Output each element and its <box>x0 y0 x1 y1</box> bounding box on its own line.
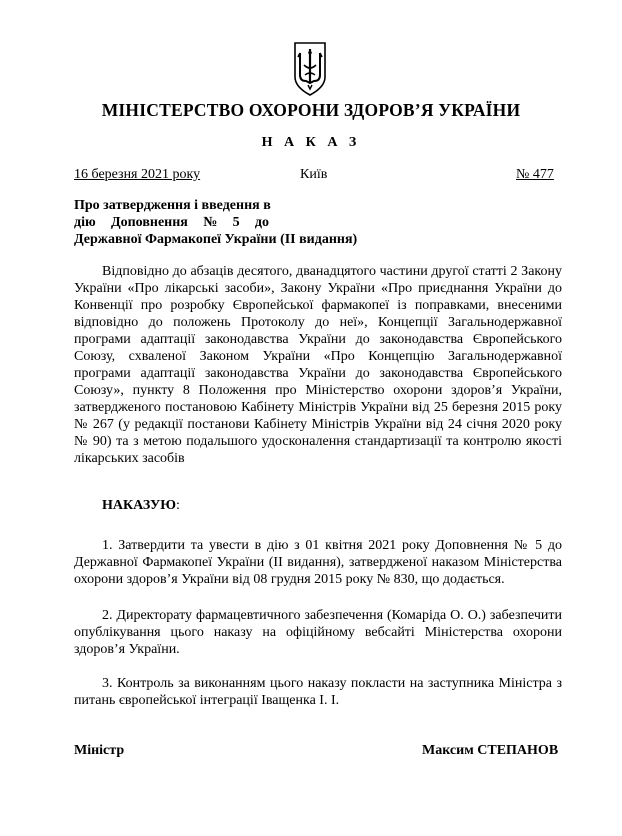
subject-line-1: Про затвердження і введення в <box>74 198 271 213</box>
signatory-name: Максим СТЕПАНОВ <box>422 743 559 758</box>
signatory-title: Міністр <box>74 743 125 758</box>
ministry-title: МІНІСТЕРСТВО ОХОРОНИ ЗДОРОВ’Я УКРАЇНИ <box>101 100 521 120</box>
order-item: 3. Контроль за виконанням цього наказу покласти на заступника Міністра з питань європейської інтеграції Іващенка І. І. <box>74 676 562 708</box>
preamble-paragraph: Відповідно до абзаців десятого, дванадцятого частини другої статті 2 Закону України «Про лікарські засоби», Закону України «Про приєднання України до Конвенції про розробку Європейської фармакопеї із поправками, внесеними відповідно до положень Протоколу до неї», Концепції Загальнодержавної програми адаптації законодавства України до законодавства Європейського Союзу, схваленої Законом України «Про Концепцію Загальнодержавної програми адаптації законодавства України до законодавства Європейського Союзу», пункту 8 Положення про Міністерство охорони здоров’я України, затвердженого постановою Кабінету Міністрів України від 25 березня 2015 року № 267 (у редакції постанови Кабінету Міністрів України від 24 січня 2020 року № 90) та з метою подальшого удосконалення стандартизації та контролю якості лікарських засобів <box>74 264 562 466</box>
subject-word: Доповнення <box>110 215 188 230</box>
document-type: Н А К А З <box>261 135 361 150</box>
order-item: 2. Директорату фармацевтичного забезпечення (Комаріда О. О.) забезпечити опублікування цього наказу на офіційному вебсайті Міністерства охорони здоров’я України. <box>74 608 562 657</box>
orders-heading-colon: : <box>176 498 180 513</box>
subject-word: до <box>254 215 269 230</box>
orders-heading <box>102 498 180 514</box>
subject-word: дію <box>74 215 96 230</box>
subject-word: № <box>203 215 218 230</box>
order-item: 1. Затвердити та увести в дію з 01 квітня 2021 року Доповнення № 5 до Державної Фармакопеї України (ІІ видання), затвердженої наказом Міністерства охорони здоров’я України від 08 грудня 2015 року № 830, що додається. <box>74 538 562 587</box>
subject-line-2 <box>74 214 269 231</box>
order-number: № 477 <box>516 167 554 182</box>
subject-line-3: Державної Фармакопеї України (ІІ видання) <box>74 232 358 247</box>
trident-emblem-icon <box>292 41 328 97</box>
order-date: 16 березня 2021 року <box>74 167 201 182</box>
order-city: Київ <box>300 167 328 182</box>
order-subject <box>74 197 358 248</box>
subject-word: 5 <box>232 215 240 230</box>
orders-heading-word: НАКАЗУЮ <box>102 498 176 513</box>
